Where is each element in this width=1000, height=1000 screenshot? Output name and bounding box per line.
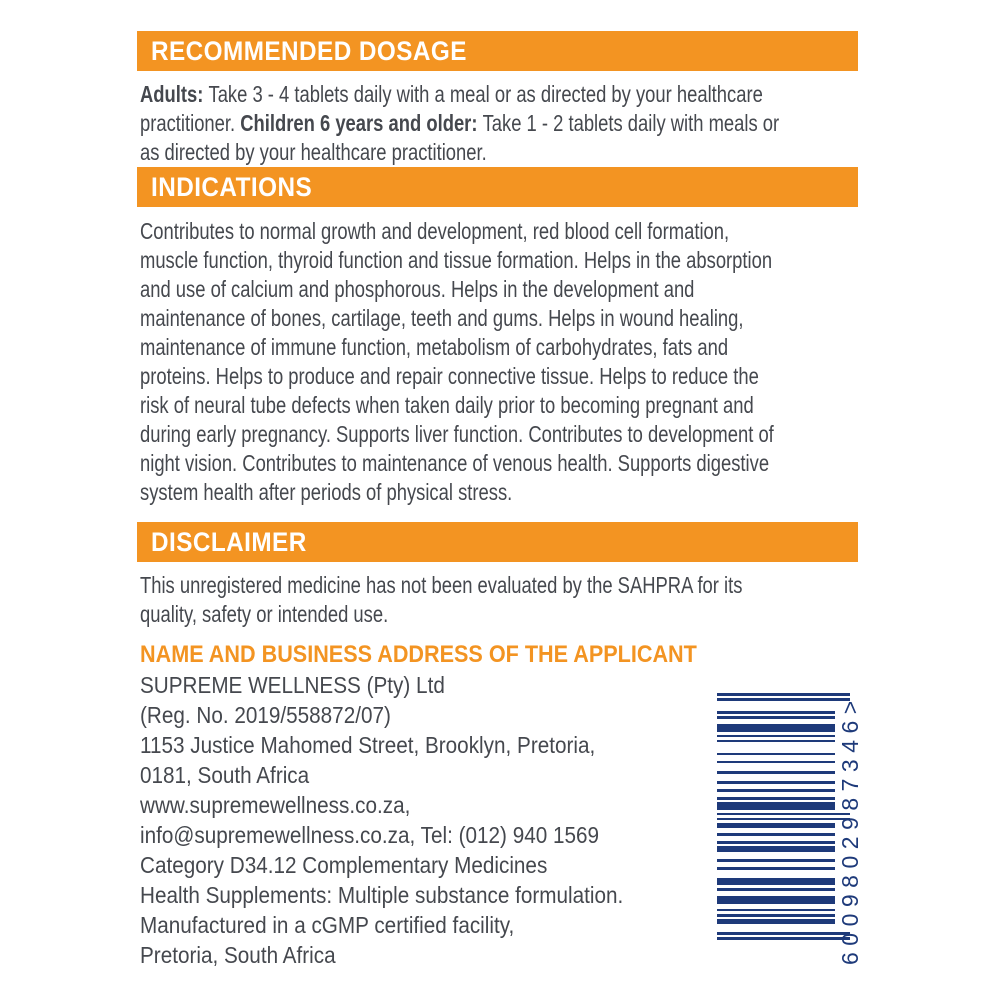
barcode-bar: [717, 932, 850, 935]
barcode-bar: [717, 698, 850, 701]
dosage-paragraph: [140, 80, 780, 167]
barcode-bar: [717, 802, 835, 810]
text-line: as directed by your healthcare practitioner.: [140, 139, 487, 165]
text-line: risk of neural tube defects when taken daily prior to becoming pregnant and: [140, 392, 754, 418]
text-line: SUPREME WELLNESS (Pty) Ltd: [140, 672, 445, 698]
dosage-header-bar: [137, 31, 858, 71]
text-line: www.supremewellness.co.za,: [140, 792, 411, 818]
barcode-bar: [717, 937, 850, 940]
barcode-bar: [717, 888, 835, 891]
barcode-bar: [717, 841, 835, 844]
barcode-bar: [717, 818, 850, 821]
text-line: This unregistered medicine has not been evaluated by the SAHPRA for its: [140, 572, 743, 598]
text-line: 1153 Justice Mahomed Street, Brooklyn, Pretoria,: [140, 732, 596, 758]
barcode-bar: [717, 740, 835, 743]
barcode-bar: [717, 846, 835, 851]
text-line: Category D34.12 Complementary Medicines: [140, 852, 548, 878]
text-line: muscle function, thyroid function and tissue formation. Helps in the absorption: [140, 247, 773, 273]
text-line: quality, safety or intended use.: [140, 601, 389, 627]
barcode-bar: [717, 859, 835, 862]
disclaimer-header-bar: [137, 522, 858, 562]
text-line: Contributes to normal growth and development, red blood cell formation,: [140, 218, 730, 244]
text-line: Adults: Take 3 - 4 tablets daily with a meal or as directed by your healthcare: [140, 81, 763, 107]
text-line: system health after periods of physical stress.: [140, 479, 513, 505]
barcode-bar: [717, 823, 835, 828]
barcode-bar: [717, 724, 835, 732]
text-line: Health Supplements: Multiple substance formulation.: [140, 882, 624, 908]
text-line: proteins. Helps to produce and repair connective tissue. Helps to reduce the: [140, 363, 759, 389]
text-line: night vision. Contributes to maintenance of venous health. Supports digestive: [140, 450, 770, 476]
text-line: 0181, South Africa: [140, 762, 310, 788]
barcode-bar: [717, 919, 835, 924]
company-info: [140, 670, 786, 970]
dosage-header-text: RECOMMENDED DOSAGE: [151, 35, 467, 66]
disclaimer-header-text: DISCLAIMER: [151, 526, 307, 557]
barcode-bar: [717, 693, 850, 696]
text-line: (Reg. No. 2019/558872/07): [140, 702, 391, 728]
barcode-bar: [717, 753, 835, 756]
barcode-bar: [717, 914, 835, 917]
barcode-bar: [717, 797, 835, 800]
applicant-heading: NAME AND BUSINESS ADDRESS OF THE APPLICANT: [140, 641, 697, 668]
barcode-bar: [717, 716, 835, 719]
barcode-bar: [717, 833, 835, 836]
barcode-bar: [717, 867, 835, 870]
barcode: [717, 693, 863, 965]
text-line: Manufactured in a cGMP certified facility,: [140, 912, 515, 938]
barcode-bar: [717, 896, 835, 904]
text-line: and use of calcium and phosphorous. Helps in the development and: [140, 276, 695, 302]
text-line: maintenance of immune function, metabolism of carbohydrates, fats and: [140, 334, 729, 360]
barcode-bar: [717, 761, 835, 764]
barcode-bar: [717, 781, 835, 784]
barcode-bar: [717, 878, 835, 886]
barcode-bar: [717, 735, 835, 738]
text-line: Pretoria, South Africa: [140, 942, 336, 968]
barcode-bar: [717, 813, 850, 816]
text-line: info@supremewellness.co.za, Tel: (012) 940 1569: [140, 822, 600, 848]
indications-header-bar: [137, 167, 858, 207]
barcode-bar: [717, 789, 835, 792]
barcode-bar: [717, 771, 835, 774]
barcode-bar: [717, 711, 835, 714]
barcode-bar: [717, 909, 835, 912]
text-line: during early pregnancy. Supports liver function. Contributes to development of: [140, 421, 774, 447]
text-line: maintenance of bones, cartilage, teeth and gums. Helps in wound healing,: [140, 305, 744, 331]
barcode-digits: 6009802987346>: [837, 694, 863, 965]
disclaimer-paragraph: [140, 571, 743, 629]
indications-header-text: INDICATIONS: [151, 171, 313, 202]
indications-paragraph: [140, 217, 774, 507]
text-line: practitioner. Children 6 years and older: Take 1 - 2 tablets daily with meals or: [140, 110, 780, 136]
